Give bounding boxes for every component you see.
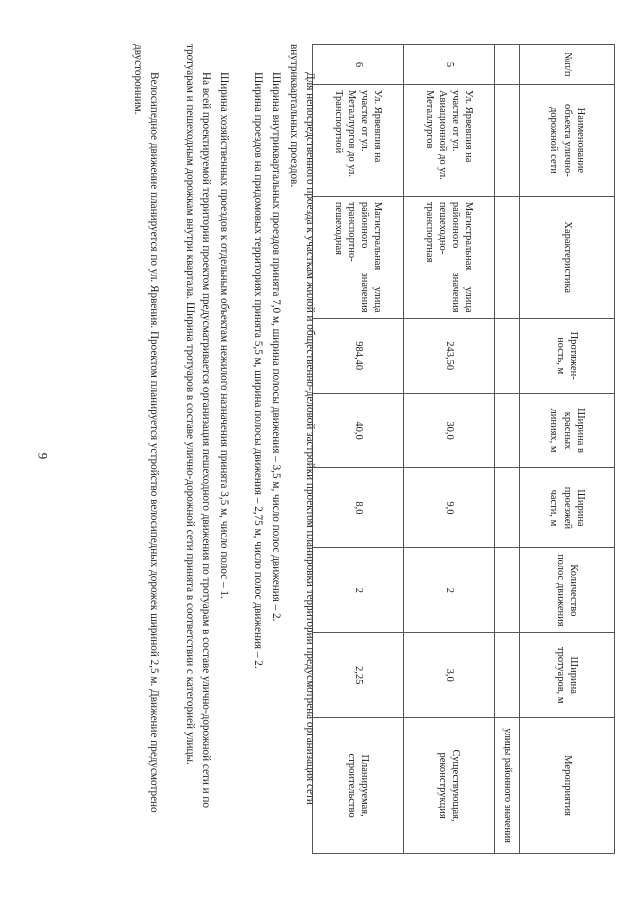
- table-header-row: [520, 45, 615, 854]
- header-length: Протяжен-ность, м: [520, 318, 615, 393]
- row-num: 5: [404, 45, 495, 85]
- row-sidewalk-width: 3,0: [404, 633, 495, 718]
- row-length: 243,50: [404, 318, 495, 393]
- row-characteristic: Магистральная улица районного значения пешеходно-транспортная: [404, 196, 495, 318]
- rotated-page-content: [60, 44, 615, 854]
- header-characteristic: Характеристика: [520, 196, 615, 318]
- table-row: [404, 45, 495, 854]
- row-lanes: 2: [404, 548, 495, 633]
- subheader-empty-cell: [495, 468, 520, 548]
- subheader-empty-cell: [495, 633, 520, 718]
- row-sidewalk-width: 2,25: [313, 633, 404, 718]
- paragraph: Ширина хозяйственных проездов к отдельным объектам нежилого назначения принята 3,5 м, число полос – 1.: [218, 72, 230, 599]
- header-num: №п/п: [520, 45, 615, 85]
- header-lanes: Количество полос движения: [520, 548, 615, 633]
- subheader-empty-cell: [495, 318, 520, 393]
- row-measures: Планируемая, строительство: [313, 718, 404, 854]
- subheader-empty-cell: [495, 84, 520, 196]
- subheader-empty-cell: [495, 393, 520, 468]
- row-length: 984,40: [313, 318, 404, 393]
- paragraph: Ширина внутриквартальных проездов принята 7,0 м, ширина полосы движения – 3,5 м, число полос движения – 2.: [270, 72, 282, 622]
- paragraph: Для непосредственного проезда к участкам жилой и общественно-деловой застройки проектом планировки территории предусмотрена организация сети внутриквартальных проездов.: [288, 44, 316, 805]
- row-carriageway-width: 9,0: [404, 468, 495, 548]
- row-name: Ул. Ярвевпия на участке от ул. Металлургов до ул. Транспортной: [313, 84, 404, 196]
- row-red-lines-width: 30,0: [404, 393, 495, 468]
- table-row: [313, 45, 404, 854]
- paragraph: Велосипедное движение планируется по ул. Ярвения. Проектом планируется устройство велосипедных дорожек шириной 2,5 м. Движение предусмотрено двусторонним.: [132, 44, 160, 813]
- header-carriageway-width: Ширина проезжей части, м: [520, 468, 615, 548]
- paragraph: На всей проектируемой территории проектом предусматривается организация пешеходного движения по тротуарам в составе улично-дорожной сети и по тротуарам и пешеходным дорожкам внутри квартала. Ширина тротуаров в составе улично-дорожной сети принята в соответствии с категорией улицы.: [184, 44, 212, 809]
- row-lanes: 2: [313, 548, 404, 633]
- row-carriageway-width: 8,0: [313, 468, 404, 548]
- roads-table: [312, 44, 615, 854]
- paragraph: Ширина проездов на придомовых территориях принята 5,5 м, ширина полосы движения – 2,75 м, число полос движения – 2.: [252, 72, 264, 669]
- subheader-empty-cell: [495, 196, 520, 318]
- row-red-lines-width: 40,0: [313, 393, 404, 468]
- page-number: 9: [35, 452, 51, 460]
- row-num: 6: [313, 45, 404, 85]
- row-characteristic: Магистральная улица районного значения транспортно-пешеходная: [313, 196, 404, 318]
- table-subheader-row: [495, 45, 520, 854]
- header-red-lines-width: Ширина в красных линиях, м: [520, 393, 615, 468]
- subheader-empty-cell: [495, 548, 520, 633]
- header-measures: Мероприятия: [520, 718, 615, 854]
- subheader-street-category: улицы районного значения: [495, 718, 520, 854]
- row-measures: Существующая, реконструкция: [404, 718, 495, 854]
- row-name: Ул. Ярвевпия на участке от ул. Авиационной до ул. Металлургов: [404, 84, 495, 196]
- header-name: Наименование объекта улично-дорожной сети: [520, 84, 615, 196]
- header-sidewalk-width: Ширина тротуаров, м: [520, 633, 615, 718]
- subheader-empty-cell: [495, 45, 520, 85]
